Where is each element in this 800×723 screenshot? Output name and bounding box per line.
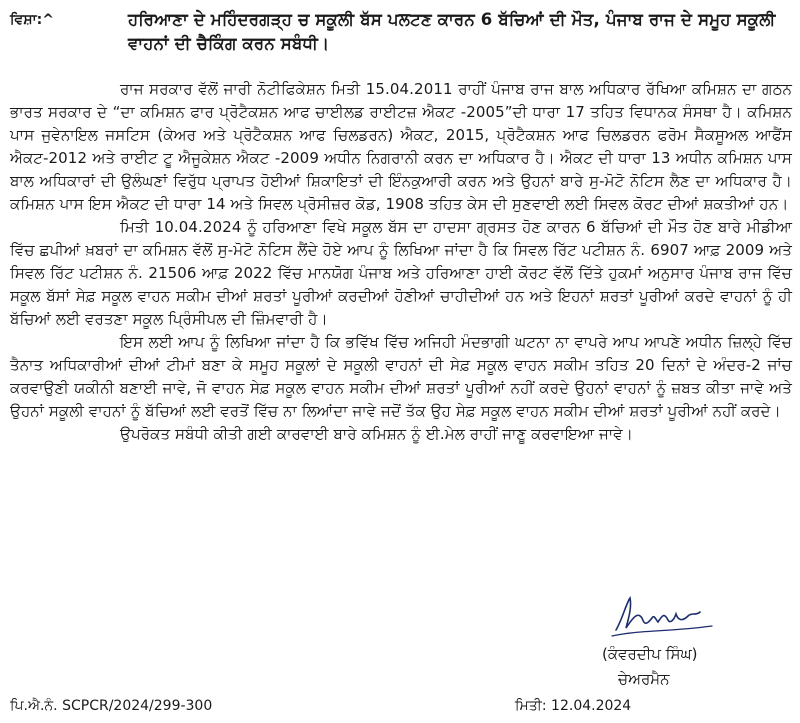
paragraph-text: ਉਪਰੋਕਤ ਸਬੰਧੀ ਕੀਤੀ ਗਈ ਕਾਰਵਾਈ ਬਾਰੇ ਕਮਿਸ਼ਨ ਨੂੰ ਈ.ਮੇਲ ਰਾਹੀਂ ਜਾਣੂ ਕਰਵਾਇਆ ਜਾਵੇ। xyxy=(120,425,633,443)
signature-block xyxy=(590,590,790,705)
handwritten-signature xyxy=(608,590,718,642)
letter-body xyxy=(10,78,792,446)
subject-label: ਵਿਸ਼ਾ:^ xyxy=(10,12,54,28)
subject-text: ਹਰਿਆਣਾ ਦੇ ਮਹਿੰਦਰਗੜ੍ਹ ਚ ਸਕੂਲੀ ਬੱਸ ਪਲਟਣ ਕਾਰਨ 6 ਬੱਚਿਆਂ ਦੀ ਮੌਤ, ਪੰਜਾਬ ਰਾਜ ਦੇ ਸਮੂਹ ਸਕੂਲੀ ਵਾਹਨਾਂ ਦੀ ਚੈਕਿੰਗ ਕਰਨ ਸਬੰਧੀ। xyxy=(128,10,776,53)
paragraph-text: ਰਾਜ ਸਰਕਾਰ ਵੱਲੋਂ ਜਾਰੀ ਨੋਟੀਫਿਕੇਸ਼ਨ ਮਿਤੀ 15.04.2011 ਰਾਹੀਂ ਪੰਜਾਬ ਰਾਜ ਬਾਲ ਅਧਿਕਾਰ ਰੱਖਿਆ ਕਮਿਸ਼ਨ ਦਾ ਗਠਨ ਭਾਰਤ ਸਰਕਾਰ ਦੇ “ਦਾ ਕਮਿਸ਼ਨ ਫਾਰ ਪ੍ਰੋਟੈਕਸ਼ਨ ਆਫ ਚਾਈਲਡ ਰਾਈਟਜ਼ ਐਕਟ -2005”ਦੀ ਧਾਰਾ 17 ਤਹਿਤ ਵਿਧਾਨਕ ਸੰਸਥਾ ਹੈ। ਕਮਿਸ਼ਨ ਪਾਸ ਜੁਵੇਨਾਇਲ ਜਸਟਿਸ (ਕੇਅਰ ਅਤੇ ਪ੍ਰੋਟੈਕਸ਼ਨ ਆਫ ਚਿਲਡਰਨ) ਐਕਟ, 2015, ਪ੍ਰੋਟੈਕਸ਼ਨ ਆਫ ਚਿਲਡਰਨ ਫਰੋਮ ਸੈਕਸੂਅਲ ਆਫੈਂਸ ਐਕਟ-2012 ਅਤੇ ਰਾਈਟ ਟੂ ਐਜੂਕੇਸ਼ਨ ਐਕਟ -2009 ਅਧੀਨ ਨਿਗਰਾਨੀ ਕਰਨ ਦਾ ਅਧਿਕਾਰ ਹੈ। ਐਕਟ ਦੀ ਧਾਰਾ 13 ਅਧੀਨ ਕਮਿਸ਼ਨ ਪਾਸ ਬਾਲ ਅਧਿਕਾਰਾਂ ਦੀ ਉਲੰਘਣਾਂ ਵਿਰੁੱਧ ਪ੍ਰਾਪਤ ਹੋਈਆਂ ਸ਼ਿਕਾਇਤਾਂ ਦੀ ਇੰਨਕੁਆਰੀ ਕਰਨ ਅਤੇ ਉਹਨਾਂ ਬਾਰੇ ਸੁ-ਮੋਟੋ ਨੋਟਿਸ ਲੈਣ ਦਾ ਅਧਿਕਾਰ ਹੈ। ਕਮਿਸ਼ਨ ਪਾਸ ਇਸ ਐਕਟ ਦੀ ਧਾਰਾ 14 ਅਤੇ ਸਿਵਲ ਪ੍ਰੋਸੀਜ਼ਰ ਕੋਡ, 1908 ਤਹਿਤ ਕੇਸ ਦੀ ਸੁਣਵਾਈ ਲਈ ਸਿਵਲ ਕੋਰਟ ਦੀਆਂ ਸ਼ਕਤੀਆਂ ਹਨ। xyxy=(10,80,792,213)
paragraph-commission-powers xyxy=(10,78,792,216)
reference-number: ਪਿ.ਐ.ਨੰ. SCPCR/2024/299-300 xyxy=(10,698,213,714)
paragraph-incident xyxy=(10,216,792,331)
paragraph-directive xyxy=(10,331,792,423)
paragraph-text: ਮਿਤੀ 10.04.2024 ਨੂੰ ਹਰਿਆਣਾ ਵਿਖੇ ਸਕੂਲ ਬੱਸ ਦਾ ਹਾਦਸਾ ਗ੍ਰਸਤ ਹੋਣ ਕਾਰਨ 6 ਬੱਚਿਆਂ ਦੀ ਮੌਤ ਹੋਣ ਬਾਰੇ ਮੀਡੀਆ ਵਿੱਚ ਛਪੀਆਂ ਖ਼ਬਰਾਂ ਦਾ ਕਮਿਸ਼ਨ ਵੱਲੋਂ ਸੁ-ਮੋਟੋ ਨੋਟਿਸ ਲੈਂਦੇ ਹੋਏ ਆਪ ਨੂੰ ਲਿਖਿਆ ਜਾਂਦਾ ਹੈ ਕਿ ਸਿਵਲ ਰਿੱਟ ਪਟੀਸ਼ਨ ਨੰ. 6907 ਆਫ਼ 2009 ਅਤੇ ਸਿਵਲ ਰਿੱਟ ਪਟੀਸ਼ਨ ਨੰ. 21506 ਆਫ਼ 2022 ਵਿੱਚ ਮਾਨਯੋਗ ਪੰਜਾਬ ਅਤੇ ਹਰਿਆਣਾ ਹਾਈ ਕੋਰਟ ਵੱਲੋਂ ਦਿੱਤੇ ਹੁਕਮਾਂ ਅਨੁਸਾਰ ਪੰਜਾਬ ਰਾਜ ਵਿੱਚ ਸਕੂਲ ਬੱਸਾਂ ਸੇਫ਼ ਸਕੂਲ ਵਾਹਨ ਸਕੀਮ ਦੀਆਂ ਸ਼ਰਤਾਂ ਪੂਰੀਆਂ ਕਰਦੀਆਂ ਹੋਣੀਆਂ ਚਾਹੀਦੀਆਂ ਹਨ ਅਤੇ ਇਹਨਾਂ ਸ਼ਰਤਾਂ ਪੂਰੀਆਂ ਕਰਦੇ ਵਾਹਨਾਂ ਨੂੰ ਹੀ ਬੱਚਿਆਂ ਲਈ ਵਰਤਣਾ ਸਕੂਲ ਪ੍ਰਿੰਸੀਪਲ ਦੀ ਜ਼ਿੰਮਵਾਰੀ ਹੈ। xyxy=(10,218,792,328)
paragraph-report-request xyxy=(10,423,792,446)
signatory-title: ਚੇਅਰਮੈਨ xyxy=(618,670,670,688)
signatory-name: (ਕੰਵਰਦੀਪ ਸਿੰਘ) xyxy=(602,645,698,663)
letter-date: ਮਿਤੀ: 12.04.2024 xyxy=(515,698,632,714)
paragraph-text: ਇਸ ਲਈ ਆਪ ਨੂੰ ਲਿਖਿਆ ਜਾਂਦਾ ਹੈ ਕਿ ਭਵਿੱਖ ਵਿੱਚ ਅਜਿਹੀ ਮੰਦਭਾਗੀ ਘਟਨਾ ਨਾ ਵਾਪਰੇ ਆਪ ਆਪਣੇ ਅਧੀਨ ਜ਼ਿਲ੍ਹੇ ਵਿੱਚ ਤੈਨਾਤ ਅਧਿਕਾਰੀਆਂ ਦੀਆਂ ਟੀਮਾਂ ਬਣਾ ਕੇ ਸਮੂਹ ਸਕੂਲਾਂ ਦੇ ਸਕੂਲੀ ਵਾਹਨਾਂ ਦੀ ਸੇਫ਼ ਸਕੂਲ ਵਾਹਨ ਸਕੀਮ ਤਹਿਤ 20 ਦਿਨਾਂ ਦੇ ਅੰਦਰ-2 ਜਾਂਚ ਕਰਵਾਉਣੀ ਯਕੀਨੀ ਬਣਾਈ ਜਾਵੇ, ਜੋ ਵਾਹਨ ਸੇਫ਼ ਸਕੂਲ ਵਾਹਨ ਸਕੀਮ ਦੀਆਂ ਸ਼ਰਤਾਂ ਪੂਰੀਆਂ ਨਹੀਂ ਕਰਦੇ ਉਹਨਾਂ ਵਾਹਨਾਂ ਨੂੰ ਜ਼ਬਤ ਕੀਤਾ ਜਾਵੇ ਅਤੇ ਉਹਨਾਂ ਸਕੂਲੀ ਵਾਹਨਾਂ ਨੂੰ ਬੱਚਿਆਂ ਲਈ ਵਰਤੋਂ ਵਿੱਚ ਨਾ ਲਿਆਂਦਾ ਜਾਵੇ ਜਦੋਂ ਤੱਕ ਉਹ ਸੇਫ਼ ਸਕੂਲ ਵਾਹਨ ਸਕੀਮ ਦੀਆਂ ਸ਼ਰਤਾਂ ਪੂਰੀਆਂ ਨਹੀਂ ਕਰਦੇ। xyxy=(10,333,792,420)
